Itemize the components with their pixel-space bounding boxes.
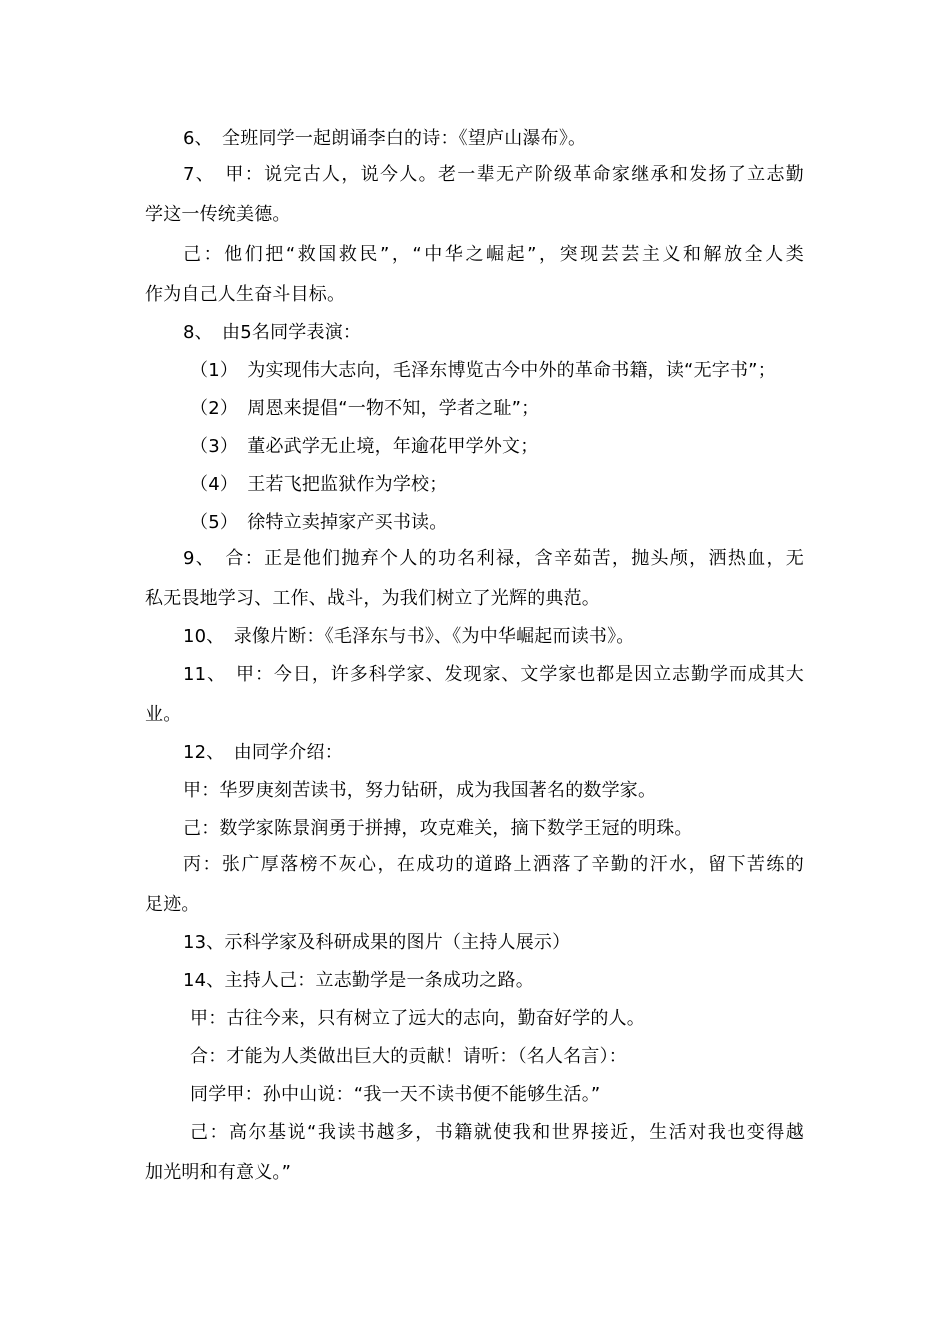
text-line-jia-2: 甲：古往今来，只有树立了远大的志向，勤奋好学的人。 <box>190 1008 645 1029</box>
text-line-item-14: 14、主持人己：立志勤学是一条成功之路。 <box>183 970 534 991</box>
text-line-ji-1: 己：他们把“救国救民”，“中华之崛起”，突现芸芸主义和解放全人类 <box>183 244 804 265</box>
text-line-ji-3-cont: 加光明和有意义。” <box>145 1162 292 1183</box>
text-line-item-11: 11、 甲：今日，许多科学家、发现家、文学家也都是因立志勤学而成其大 <box>183 664 804 685</box>
text-line-sub-4: （4） 王若飞把监狱作为学校； <box>190 474 448 495</box>
text-line-item-10: 10、 录像片断：《毛泽东与书》、《为中华崛起而读书》。 <box>183 626 635 647</box>
text-line-item-11-cont: 业。 <box>145 704 182 725</box>
text-line-item-9-cont: 私无畏地学习、工作、战斗，为我们树立了光辉的典范。 <box>145 588 600 609</box>
text-line-sub-2: （2） 周恩来提倡“一物不知，学者之耻”； <box>190 398 540 419</box>
text-line-he-1: 合：才能为人类做出巨大的贡献！请听：（名人名言）： <box>190 1046 627 1067</box>
text-line-ji-1-cont: 作为自己人生奋斗目标。 <box>145 284 346 305</box>
text-line-item-12: 12、 由同学介绍： <box>183 742 343 763</box>
text-line-ji-3: 己：高尔基说“我读书越多，书籍就使我和世界接近，生活对我也变得越 <box>190 1122 804 1143</box>
text-line-item-7-cont: 学这一传统美德。 <box>145 204 291 225</box>
text-line-jia-1: 甲：华罗庚刻苦读书，努力钻研，成为我国著名的数学家。 <box>183 780 657 801</box>
text-line-item-8: 8、 由5名同学表演： <box>183 322 362 343</box>
text-line-tongxue-jia: 同学甲：孙中山说：“我一天不读书便不能够生活。” <box>190 1084 601 1105</box>
text-line-sub-1: （1） 为实现伟大志向，毛泽东博览古今中外的革命书籍，读“无字书”； <box>190 360 776 381</box>
text-line-item-13: 13、示科学家及科研成果的图片（主持人展示） <box>183 932 571 953</box>
text-line-item-9: 9、 合：正是他们抛弃个人的功名利禄，含辛茹苦，抛头颅，洒热血，无 <box>183 548 804 569</box>
text-line-item-6: 6、 全班同学一起朗诵李白的诗：《望庐山瀑布》。 <box>183 128 587 149</box>
text-line-item-7: 7、 甲：说完古人，说今人。老一辈无产阶级革命家继承和发扬了立志勤 <box>183 164 804 185</box>
text-line-bing-1-cont: 足迹。 <box>145 894 200 915</box>
text-line-bing-1: 丙：张广厚落榜不灰心，在成功的道路上洒落了辛勤的汗水，留下苦练的 <box>183 854 804 875</box>
text-line-ji-2: 己：数学家陈景润勇于拼搏，攻克难关，摘下数学王冠的明珠。 <box>183 818 693 839</box>
text-line-sub-3: （3） 董必武学无止境，年逾花甲学外文； <box>190 436 539 457</box>
text-line-sub-5: （5） 徐特立卖掉家产买书读。 <box>190 512 448 533</box>
